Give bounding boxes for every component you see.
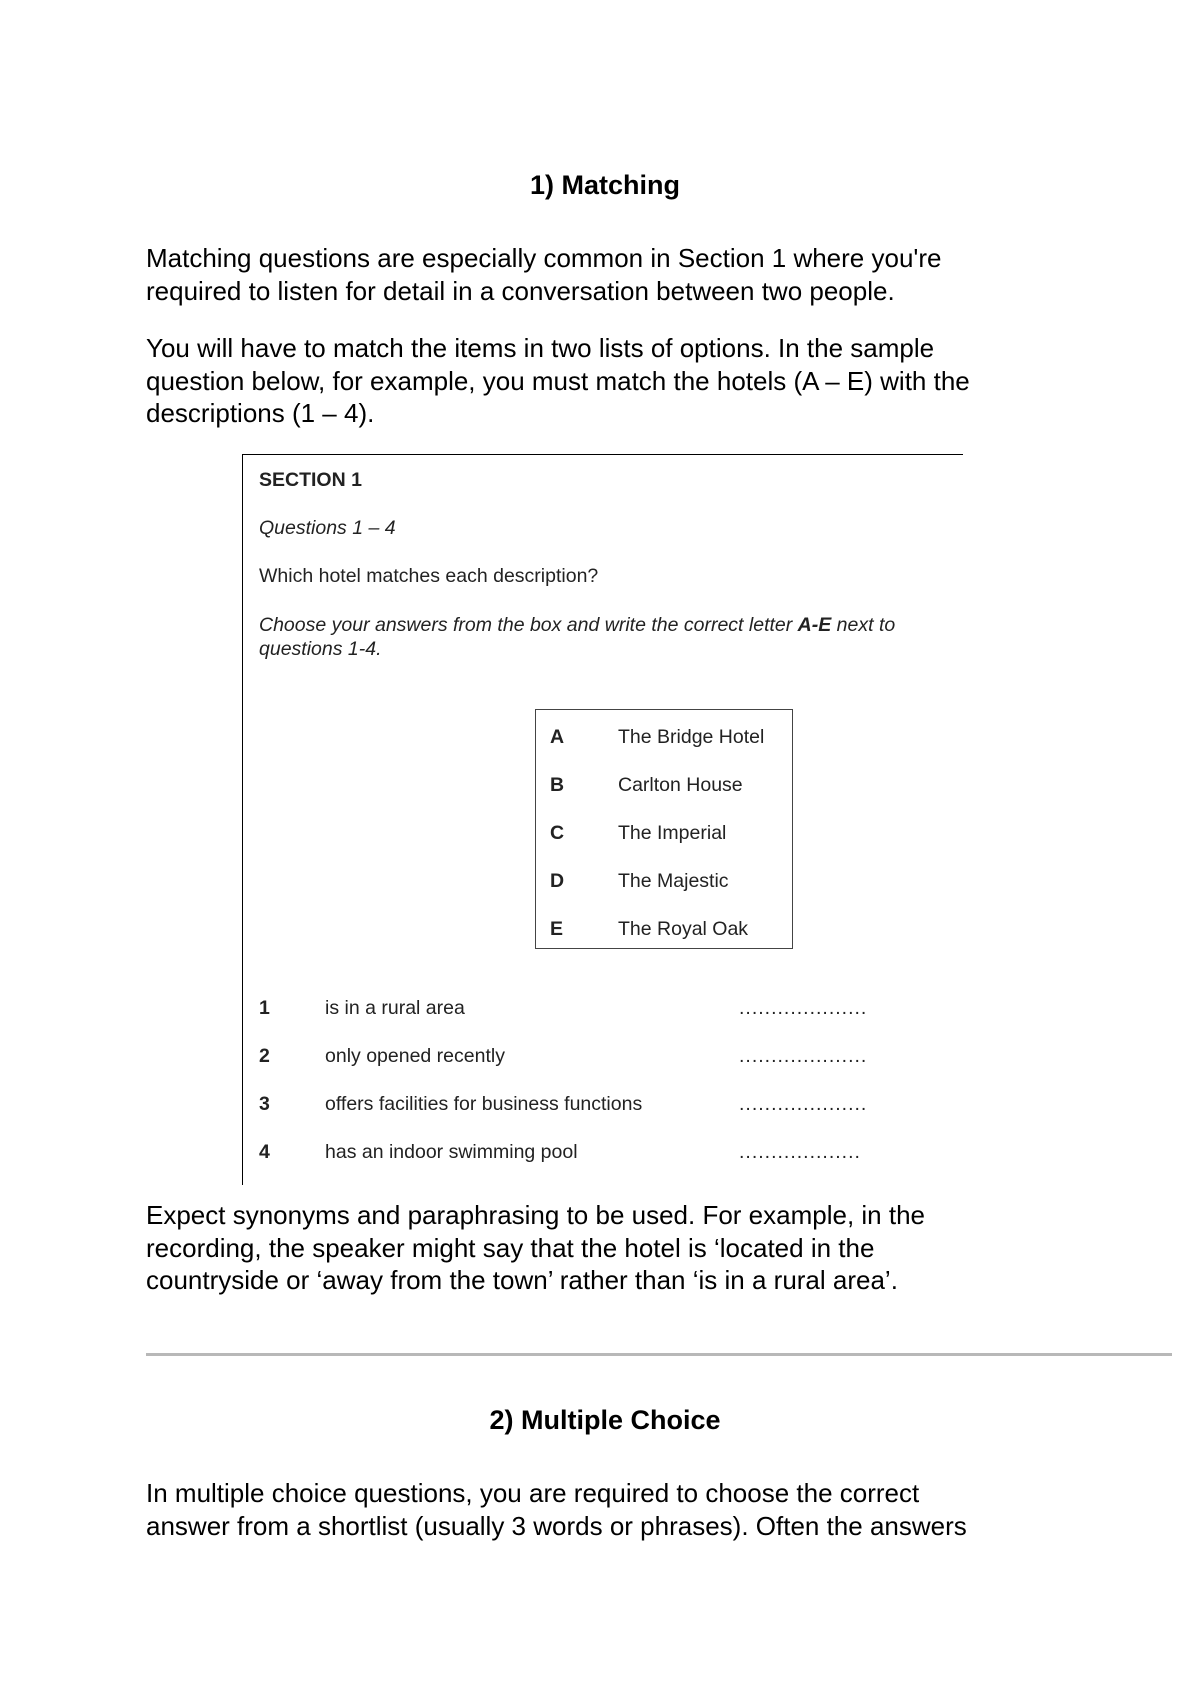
- hotel-name: Carlton House: [618, 774, 743, 796]
- answer-blank: ....................: [739, 997, 868, 1019]
- instruction-text: next to: [831, 614, 896, 636]
- text-line: descriptions (1 – 4).: [146, 398, 375, 428]
- answer-blank: ....................: [739, 1093, 868, 1115]
- answer-blank: ....................: [739, 1045, 868, 1067]
- text-line: countryside or ‘away from the town’ rather than ‘is in a rural area’.: [146, 1265, 898, 1295]
- instruction-text: Choose your answers from the box and write the correct letter: [259, 614, 798, 636]
- hotel-options-box: [535, 709, 793, 949]
- text-line: required to listen for detail in a conversation between two people.: [146, 275, 895, 306]
- question-text: offers facilities for business functions: [325, 1093, 643, 1115]
- text-line: question below, for example, you must match the hotels (A – E) with the: [146, 365, 970, 396]
- sample-prompt: Which hotel matches each description?: [259, 565, 599, 587]
- matching-description-paragraph: [146, 332, 1076, 430]
- sample-section-label: SECTION 1: [259, 469, 362, 491]
- question-row: [259, 997, 949, 1027]
- question-number: 2: [259, 1045, 270, 1067]
- instruction-letters: A-E: [797, 614, 832, 636]
- question-text: is in a rural area: [325, 997, 465, 1019]
- hotel-option: [536, 726, 792, 756]
- hotel-letter: C: [550, 822, 565, 844]
- sample-questions-label: Questions 1 – 4: [259, 517, 396, 539]
- text-line: answer from a shortlist (usually 3 words or phrases). Often the answers: [146, 1510, 967, 1541]
- sample-instruction: [259, 613, 949, 661]
- instruction-text: questions 1-4.: [259, 638, 382, 660]
- hotel-option: [536, 822, 792, 852]
- hotel-name: The Royal Oak: [618, 918, 749, 940]
- question-text: only opened recently: [325, 1045, 505, 1067]
- sample-question-figure: [242, 454, 963, 1185]
- hotel-letter: A: [550, 726, 565, 748]
- section-heading-matching: 1) Matching: [529, 170, 680, 200]
- hotel-option: [536, 774, 792, 804]
- question-row: [259, 1141, 949, 1171]
- hotel-option: [536, 918, 792, 948]
- hotel-letter: E: [550, 918, 564, 940]
- synonyms-paragraph: [146, 1199, 1076, 1297]
- hotel-option: [536, 870, 792, 900]
- text-line: Expect synonyms and paraphrasing to be used. For example, in the: [146, 1200, 925, 1230]
- matching-intro-paragraph: [146, 242, 1076, 307]
- hotel-name: The Majestic: [618, 870, 729, 892]
- hotel-letter: B: [550, 774, 565, 796]
- section-heading-multiple-choice: 2) Multiple Choice: [489, 1405, 721, 1435]
- hotel-letter: D: [550, 870, 565, 892]
- text-line: In multiple choice questions, you are required to choose the correct: [146, 1478, 920, 1508]
- text-line: recording, the speaker might say that the hotel is ‘located in the: [146, 1232, 875, 1263]
- section-divider: [146, 1353, 1172, 1356]
- question-text: has an indoor swimming pool: [325, 1141, 578, 1163]
- question-number: 1: [259, 997, 270, 1019]
- text-line: Matching questions are especially common in Section 1 where you're: [146, 243, 942, 273]
- question-row: [259, 1093, 949, 1123]
- hotel-name: The Imperial: [618, 822, 727, 844]
- multiple-choice-paragraph: [146, 1477, 1076, 1542]
- question-row: [259, 1045, 949, 1075]
- question-number: 3: [259, 1093, 270, 1115]
- hotel-name: The Bridge Hotel: [618, 726, 765, 748]
- answer-blank: ...................: [739, 1141, 861, 1163]
- question-number: 4: [259, 1141, 270, 1163]
- text-line: You will have to match the items in two lists of options. In the sample: [146, 333, 935, 363]
